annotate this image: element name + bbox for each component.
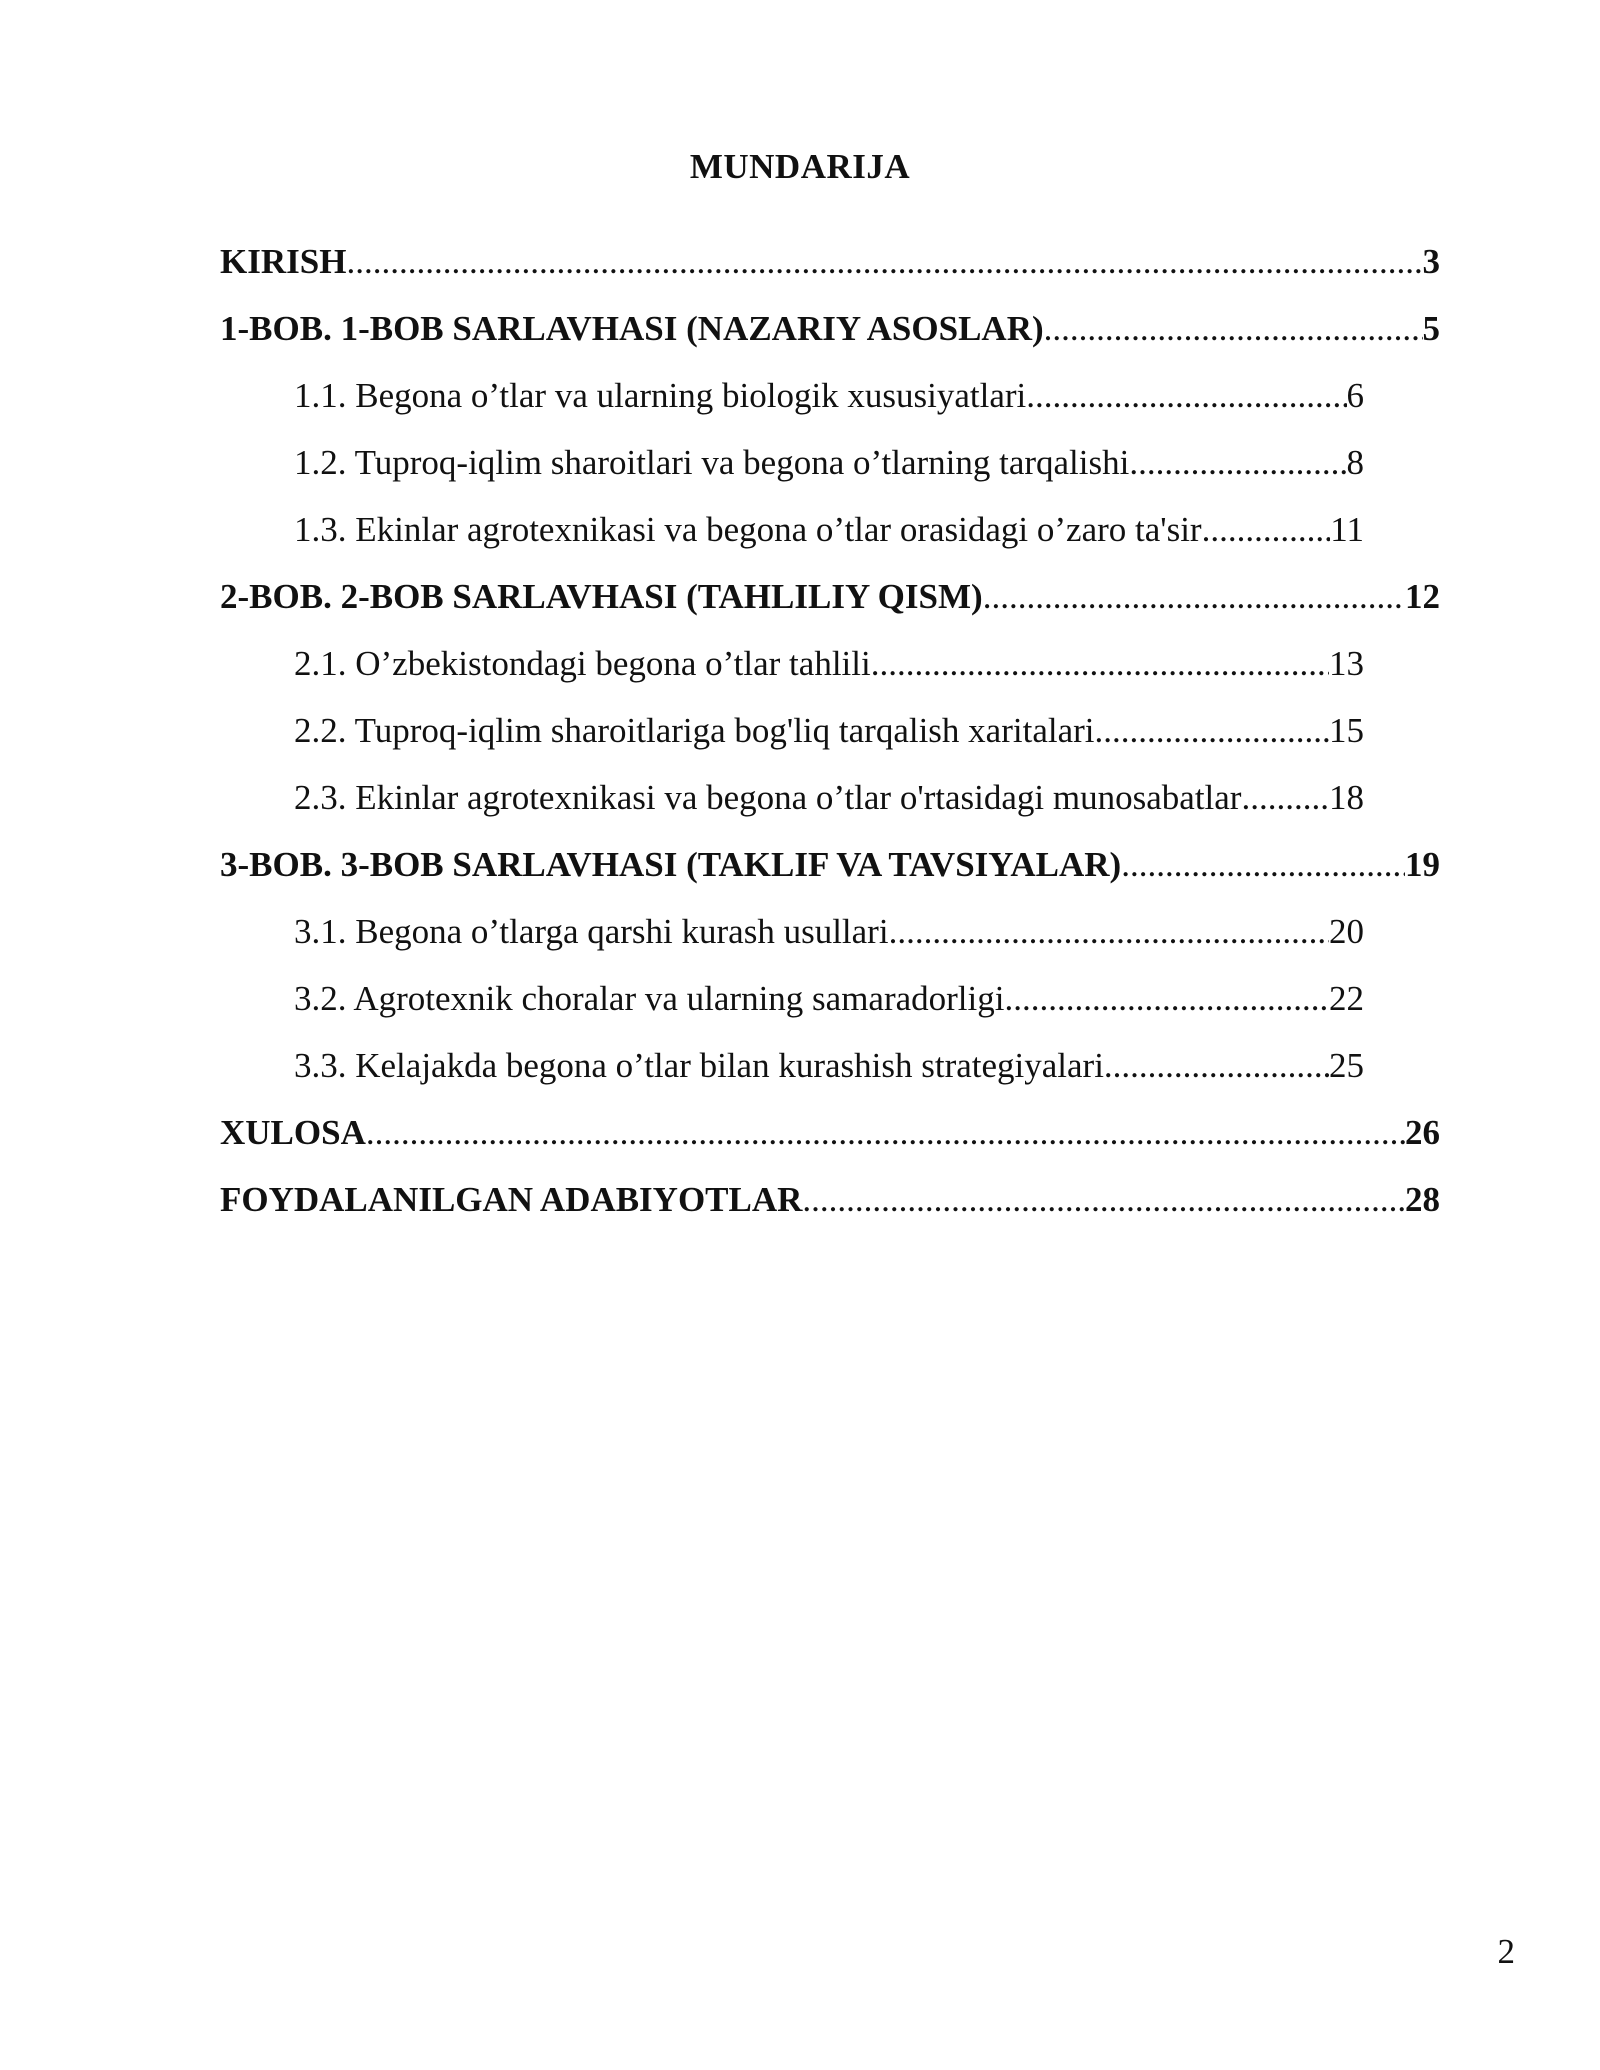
toc-entry-label: 2.2. Tuproq-iqlim sharoitlariga bog'liq tarqalish xaritalari [294, 711, 1095, 750]
toc-entry-chapter-1[interactable] [220, 304, 1440, 354]
toc-entry-section-3-1[interactable] [294, 907, 1364, 957]
toc-entry-label: 1.1. Begona o’tlar va ularning biologik xususiyatlari [294, 376, 1027, 415]
toc-entry-label: 3-BOB. 3-BOB SARLAVHASI (TAKLIF VA TAVSIYALAR) [220, 845, 1122, 884]
toc-entry-page: 5 [1422, 309, 1440, 348]
toc-dot-leader [1121, 840, 1405, 890]
toc-entry-label: 2-BOB. 2-BOB SARLAVHASI (TAHLILIY QISM) [220, 577, 983, 616]
toc-entry-section-2-2[interactable] [294, 706, 1364, 756]
toc-entry-page: 11 [1330, 510, 1364, 549]
toc-entry-page: 18 [1329, 778, 1364, 817]
toc-entry-label: 2.1. O’zbekistondagi begona o’tlar tahlili [294, 644, 871, 683]
toc-dot-leader [889, 907, 1329, 957]
toc-entry-page: 15 [1329, 711, 1364, 750]
toc-entry-references[interactable] [220, 1175, 1440, 1225]
toc-entry-page: 3 [1422, 242, 1440, 281]
toc-entry-page: 25 [1329, 1046, 1364, 1085]
toc-entry-section-1-2[interactable] [294, 438, 1364, 488]
toc-dot-leader [1026, 371, 1346, 421]
toc-entry-label: 1.2. Tuproq-iqlim sharoitlari va begona o’tlarning tarqalishi [294, 443, 1130, 482]
toc-entry-label: FOYDALANILGAN ADABIYOTLAR [220, 1180, 803, 1219]
toc-entry-label: 1-BOB. 1-BOB SARLAVHASI (NAZARIY ASOSLAR) [220, 309, 1044, 348]
toc-entry-section-3-2[interactable] [294, 974, 1364, 1024]
toc-entry-page: 12 [1405, 577, 1440, 616]
toc-entry-page: 22 [1329, 979, 1364, 1018]
toc-entry-label: 1.3. Ekinlar agrotexnikasi va begona o’tlar orasidagi o’zaro ta'sir [294, 510, 1202, 549]
toc-entry-page: 26 [1405, 1113, 1440, 1152]
toc-entry-label: 3.2. Agrotexnik choralar va ularning samaradorligi [294, 979, 1005, 1018]
toc-entry-page: 28 [1405, 1180, 1440, 1219]
toc-dot-leader [1004, 974, 1329, 1024]
toc-dot-leader [366, 1108, 1405, 1158]
toc-entry-introduction[interactable] [220, 237, 1440, 287]
toc-entry-conclusion[interactable] [220, 1108, 1440, 1158]
toc-entry-label: XULOSA [220, 1113, 366, 1152]
toc-dot-leader [802, 1175, 1405, 1225]
toc-dot-leader [1129, 438, 1346, 488]
toc-entry-section-1-1[interactable] [294, 371, 1364, 421]
toc-dot-leader [871, 639, 1329, 689]
toc-dot-leader [346, 237, 1422, 287]
toc-entry-section-1-3[interactable] [294, 505, 1364, 555]
toc-entry-section-2-1[interactable] [294, 639, 1364, 689]
toc-dot-leader [1104, 1041, 1329, 1091]
toc-dot-leader [1095, 706, 1330, 756]
toc-dot-leader [983, 572, 1405, 622]
toc-dot-leader [1202, 505, 1331, 555]
toc-entry-page: 19 [1405, 845, 1440, 884]
toc-entry-page: 20 [1329, 912, 1364, 951]
toc-dot-leader [1044, 304, 1423, 354]
toc-entry-page: 13 [1329, 644, 1364, 683]
toc-entry-label: 3.1. Begona o’tlarga qarshi kurash usullari [294, 912, 889, 951]
toc-entry-chapter-2[interactable] [220, 572, 1440, 622]
toc-entry-chapter-3[interactable] [220, 840, 1440, 890]
toc-entry-section-3-3[interactable] [294, 1041, 1364, 1091]
toc-entry-page: 8 [1346, 443, 1364, 482]
page-number: 2 [1497, 1932, 1515, 1971]
toc-entry-section-2-3[interactable] [294, 773, 1364, 823]
toc-entry-label: 3.3. Kelajakda begona o’tlar bilan kurashish strategiyalari [294, 1046, 1104, 1085]
toc-entry-label: 2.3. Ekinlar agrotexnikasi va begona o’tlar o'rtasidagi munosabatlar [294, 778, 1242, 817]
toc-dot-leader [1241, 773, 1329, 823]
toc-entry-label: KIRISH [220, 242, 347, 281]
toc-entry-page: 6 [1346, 376, 1364, 415]
page-title: MUNDARIJA [689, 147, 911, 186]
